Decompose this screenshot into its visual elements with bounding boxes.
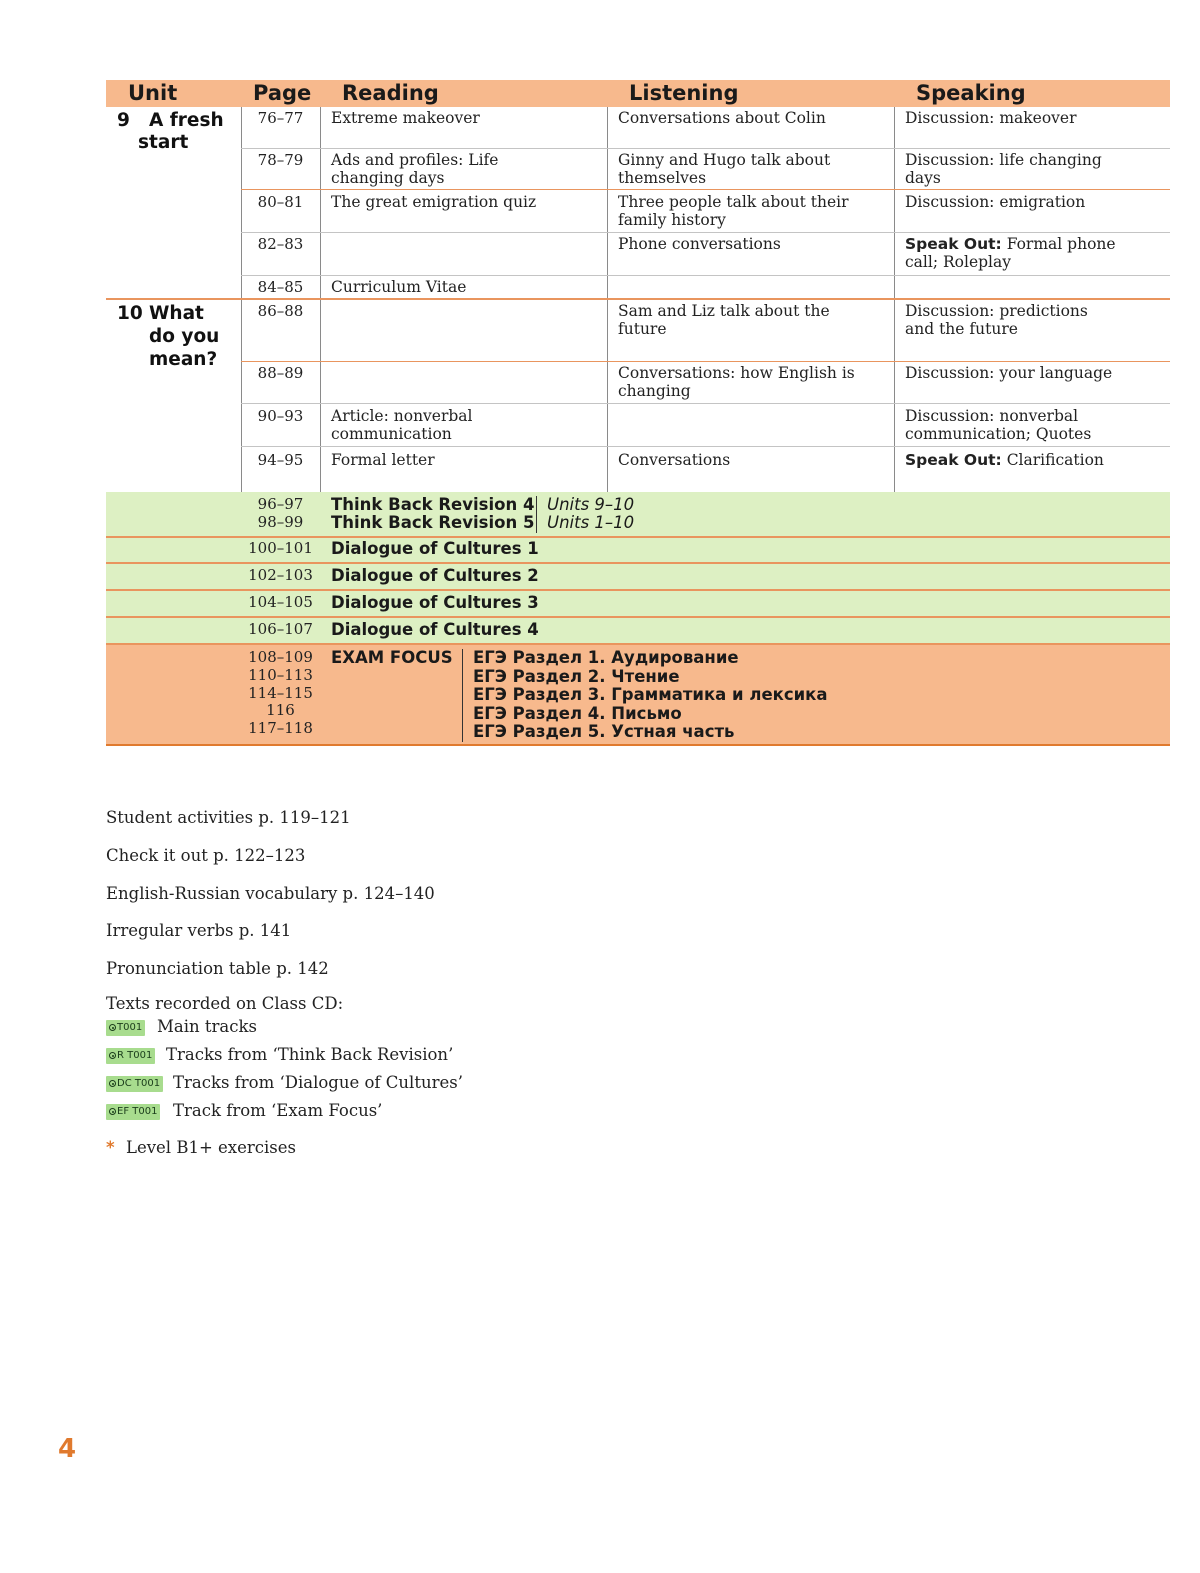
revision-units: Units 9–10 (547, 495, 635, 514)
unit-number: 10 (117, 303, 143, 324)
speaking-cell: Discussion: nonverbal communication; Quotes (905, 407, 1092, 443)
page-range: 86–88 (257, 302, 304, 320)
page-range: 96–97 (257, 495, 304, 513)
level-note: Level B1+ exercises (126, 1138, 296, 1157)
listening-cell: Ginny and Hugo talk about themselves (618, 151, 831, 187)
exam-sections: ЕГЭ Раздел 1. Аудирование ЕГЭ Раздел 2. Чтение ЕГЭ Раздел 3. Грамматика и лексика ЕГЭ Раздел 4. Письмо ЕГЭ Раздел 5. Устная часть (473, 648, 828, 742)
row-divider (241, 189, 1170, 190)
speaking-cell: Discussion: your language (905, 364, 1113, 382)
track-label: Tracks from ‘Dialogue of Cultures’ (173, 1073, 463, 1092)
unit-title-line: What (149, 303, 204, 324)
listening-cell: Conversations about Colin (618, 109, 826, 127)
reading-cell: Article: nonverbal communication (331, 407, 473, 443)
unit-number: 9 (117, 110, 130, 131)
tracks-heading: Texts recorded on Class CD: (106, 994, 344, 1013)
revision-title: Think Back Revision 4 (331, 495, 535, 514)
header-listening: Listening (629, 81, 739, 105)
page-range: 78–79 (257, 151, 304, 169)
exam-pages: 108–109 110–113 114–115 116 117–118 (248, 648, 313, 738)
track-label: Tracks from ‘Think Back Revision’ (166, 1045, 454, 1064)
speak-out-label: Speak Out: (905, 235, 1002, 253)
revision-separator (536, 496, 537, 533)
page-range: 82–83 (257, 235, 304, 253)
reading-cell: Extreme makeover (331, 109, 480, 127)
header-speaking: Speaking (916, 81, 1026, 105)
row-divider (241, 275, 1170, 276)
speaking-cell: Discussion: life changing days (905, 151, 1102, 187)
page-range: 102–103 (248, 566, 313, 584)
extras-item: Pronunciation table p. 142 (106, 959, 329, 978)
track-label: Track from ‘Exam Focus’ (173, 1101, 383, 1120)
page-range: 104–105 (248, 593, 313, 611)
cd-track-badge: T001 (106, 1020, 145, 1036)
row-divider (241, 403, 1170, 404)
cultures-title: Dialogue of Cultures 2 (331, 566, 539, 585)
unit-9-title (117, 110, 237, 160)
cd-icon (109, 1052, 116, 1059)
row-divider (241, 446, 1170, 447)
extras-item: Check it out p. 122–123 (106, 846, 306, 865)
track-label: Main tracks (157, 1017, 257, 1036)
page-range: 88–89 (257, 364, 304, 382)
row-divider (241, 232, 1170, 233)
revision-units: Units 1–10 (547, 513, 635, 532)
cd-track-badge: R T001 (106, 1048, 155, 1064)
cd-icon (109, 1024, 116, 1031)
extras-item: English-Russian vocabulary p. 124–140 (106, 884, 435, 903)
page-range: 80–81 (257, 193, 304, 211)
unit-title-line: do you (149, 326, 220, 347)
reading-cell: Ads and profiles: Life changing days (331, 151, 499, 187)
reading-cell: The great emigration quiz (331, 193, 537, 211)
cultures-title: Dialogue of Cultures 1 (331, 539, 539, 558)
header-page: Page (253, 81, 312, 105)
level-star-icon: * (106, 1138, 115, 1157)
cd-track-badge: EF T001 (106, 1104, 160, 1120)
row-divider (241, 361, 1170, 362)
reading-cell: Curriculum Vitae (331, 278, 467, 296)
page-range: 100–101 (248, 539, 313, 557)
listening-cell: Three people talk about their family history (618, 193, 849, 229)
exam-separator (462, 649, 463, 742)
listening-cell: Conversations (618, 451, 731, 469)
speaking-cell: Discussion: predictions and the future (905, 302, 1088, 338)
listening-cell: Phone conversations (618, 235, 781, 253)
unit-10-title (117, 303, 237, 375)
cd-icon (109, 1080, 116, 1087)
unit-title-line: A fresh (149, 110, 224, 131)
cd-icon (109, 1108, 116, 1115)
listening-cell: Conversations: how English is changing (618, 364, 855, 400)
page-range: 84–85 (257, 278, 304, 296)
unit-title-line: mean? (149, 349, 218, 370)
page-range: 76–77 (257, 109, 304, 127)
page-range: 98–99 (257, 513, 304, 531)
row-divider (241, 148, 1170, 149)
listening-cell: Sam and Liz talk about the future (618, 302, 830, 338)
header-unit: Unit (128, 81, 178, 105)
exam-focus-label: EXAM FOCUS (331, 648, 453, 667)
reading-cell: Formal letter (331, 451, 435, 469)
speak-out-label: Speak Out: (905, 451, 1002, 469)
extras-item: Student activities p. 119–121 (106, 808, 351, 827)
extras-item: Irregular verbs p. 141 (106, 921, 292, 940)
speaking-cell: Discussion: emigration (905, 193, 1086, 211)
page-number: 4 (58, 1434, 77, 1464)
page-range: 90–93 (257, 407, 304, 425)
speaking-cell: Speak Out: Formal phone call; Roleplay (905, 235, 1116, 271)
cultures-title: Dialogue of Cultures 3 (331, 593, 539, 612)
revision-title: Think Back Revision 5 (331, 513, 535, 532)
band-divider (106, 744, 1170, 746)
cd-track-badge: DC T001 (106, 1076, 163, 1092)
unit-title-line: start (138, 132, 189, 153)
speaking-cell: Speak Out: Clarification (905, 451, 1104, 469)
page-range: 106–107 (248, 620, 313, 638)
unit-divider (106, 298, 1170, 300)
page-range: 94–95 (257, 451, 304, 469)
header-reading: Reading (342, 81, 439, 105)
cultures-title: Dialogue of Cultures 4 (331, 620, 539, 639)
speaking-cell: Discussion: makeover (905, 109, 1077, 127)
